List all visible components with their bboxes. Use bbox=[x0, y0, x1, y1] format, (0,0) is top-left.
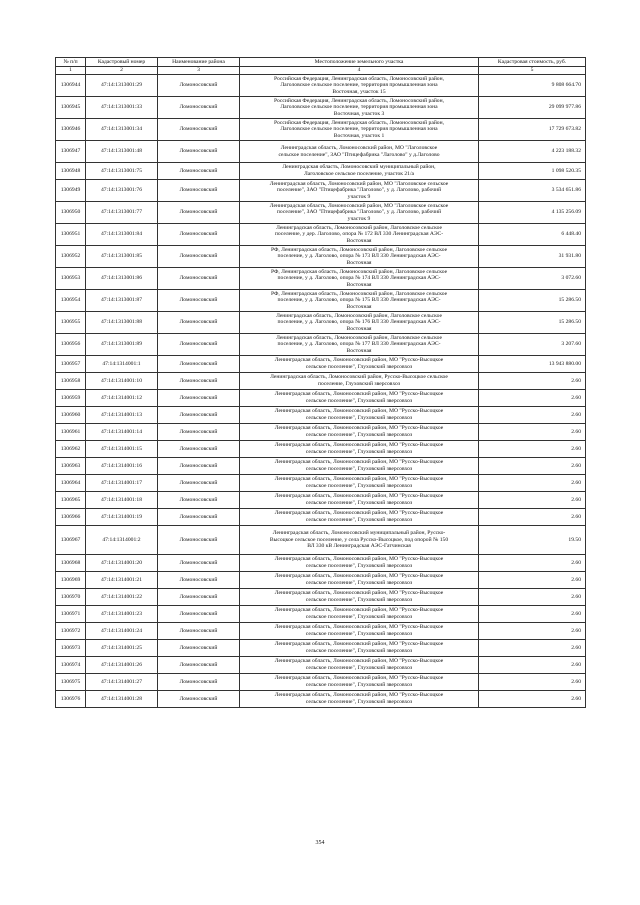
location-line: РФ, Ленинградская область, Ломоносовский район, Лаголовское сельское bbox=[270, 246, 448, 253]
cadastral-cost: 2.60 bbox=[479, 492, 586, 509]
cadastral-cost: 2.60 bbox=[479, 572, 586, 589]
cadastral-number: 47:14:1313001:33 bbox=[86, 97, 158, 119]
location-line: сельское поселение", Глуховский зверсовхоз bbox=[305, 415, 413, 421]
cadastral-cost: 2.60 bbox=[479, 691, 586, 708]
cadastral-number: 47:14:1314001:10 bbox=[86, 373, 158, 390]
cadastral-cost: 2.60 bbox=[479, 555, 586, 572]
cadastral-number: 47:14:1314001:18 bbox=[86, 492, 158, 509]
cadastral-number: 47:14:1313001:87 bbox=[86, 290, 158, 312]
district-name: Ломоносовский bbox=[158, 75, 240, 97]
district-name: Ломоносовский bbox=[158, 657, 240, 674]
cadastral-number: 47:14:1314001:22 bbox=[86, 589, 158, 606]
district-name: Ломоносовский bbox=[158, 424, 240, 441]
location-line: Ленинградская область, Ломоносовский район, МО "Русско-Высоцкое bbox=[274, 510, 444, 517]
location-line: Российская Федерация, Ленинградская область, Ломоносовский район, bbox=[273, 97, 445, 104]
row-number: 1306967 bbox=[56, 526, 86, 555]
cadastral-number: 47:14:1313001:76 bbox=[86, 180, 158, 202]
district-name: Ломоносовский bbox=[158, 555, 240, 572]
location-line: сельское поселение", Глуховский зверсовхоз bbox=[305, 580, 413, 586]
table-row bbox=[56, 674, 586, 691]
location-line: участок 9 bbox=[347, 215, 371, 222]
cadastral-cost: 13 943 880.00 bbox=[479, 356, 586, 373]
table-row bbox=[56, 202, 586, 224]
cadastral-number: 47:14:1313001:75 bbox=[86, 163, 158, 180]
location-cell bbox=[240, 141, 479, 163]
district-name: Ломоносовский bbox=[158, 290, 240, 312]
location-cell bbox=[240, 458, 479, 475]
header-district-name: Наименование района bbox=[158, 58, 240, 67]
location-cell bbox=[240, 606, 479, 623]
table-row bbox=[56, 373, 586, 390]
location-cell bbox=[240, 180, 479, 202]
location-line: сельское поселение", Глуховский зверсовхоз bbox=[305, 699, 413, 705]
district-name: Ломоносовский bbox=[158, 97, 240, 119]
table-row bbox=[56, 97, 586, 119]
cadastral-cost: 2.60 bbox=[479, 674, 586, 691]
table-row bbox=[56, 424, 586, 441]
cadastral-number: 47:14:1314001:27 bbox=[86, 674, 158, 691]
cadastral-cost: 2.60 bbox=[479, 606, 586, 623]
district-name: Ломоносовский bbox=[158, 674, 240, 691]
district-name: Ломоносовский bbox=[158, 163, 240, 180]
location-line: Восточная bbox=[346, 347, 372, 354]
cadastral-cost: 15 286.50 bbox=[479, 312, 586, 334]
table-row bbox=[56, 224, 586, 246]
cadastral-cost: 29 099 977.86 bbox=[479, 97, 586, 119]
cadastral-number: 47:14:1314001:13 bbox=[86, 407, 158, 424]
cadastral-number: 47:14:1313001:88 bbox=[86, 312, 158, 334]
location-line: Восточная, участок 15 bbox=[332, 88, 386, 95]
cadastral-number: 47:14:1314001:23 bbox=[86, 606, 158, 623]
cadastral-number: 47:14:1314001:15 bbox=[86, 441, 158, 458]
location-line: сельское поселение", Глуховский зверсовхоз bbox=[305, 665, 413, 671]
location-line: Ленинградская область, Ломоносовский район, МО "Русско-Высоцкое bbox=[274, 607, 444, 614]
table-row bbox=[56, 290, 586, 312]
table-row bbox=[56, 334, 586, 356]
location-line: сельское поселение", Глуховский зверсовхоз bbox=[305, 483, 413, 489]
location-line: Восточная bbox=[346, 303, 372, 310]
location-line: Ленинградская область, Ломоносовский муниципальный район, bbox=[282, 164, 436, 171]
row-number: 1306976 bbox=[56, 691, 86, 708]
location-cell bbox=[240, 407, 479, 424]
page-number: 354 bbox=[315, 840, 325, 846]
district-name: Ломоносовский bbox=[158, 390, 240, 407]
column-index: 4 bbox=[240, 67, 479, 75]
cadastral-cost: 4 135 256.09 bbox=[479, 202, 586, 224]
location-line: сельское поселение", Глуховский зверсовхоз bbox=[305, 682, 413, 688]
location-line: поселение", ЗАО "Птицефабрика "Лаголово", у д. Лаголово, рабочий bbox=[276, 209, 442, 216]
district-name: Ломоносовский bbox=[158, 458, 240, 475]
district-name: Ломоносовский bbox=[158, 224, 240, 246]
location-cell bbox=[240, 640, 479, 657]
row-number: 1306972 bbox=[56, 623, 86, 640]
cadastral-cost: 2.60 bbox=[479, 640, 586, 657]
district-name: Ломоносовский bbox=[158, 623, 240, 640]
table-row bbox=[56, 119, 586, 141]
location-line: Ленинградская область, Ломоносовский район, МО "Русско-Высоцкое bbox=[274, 692, 444, 699]
location-cell bbox=[240, 691, 479, 708]
cadastral-cost: 2.60 bbox=[479, 390, 586, 407]
district-name: Ломоносовский bbox=[158, 606, 240, 623]
location-cell bbox=[240, 290, 479, 312]
location-cell bbox=[240, 475, 479, 492]
table-row bbox=[56, 572, 586, 589]
row-number: 1306956 bbox=[56, 334, 86, 356]
location-line: сельское поселение", Глуховский зверсовхоз bbox=[305, 432, 413, 438]
district-name: Ломоносовский bbox=[158, 407, 240, 424]
table-row bbox=[56, 441, 586, 458]
location-line: Ленинградская область, Ломоносовский район, МО "Русско-Высоцкое bbox=[274, 408, 444, 415]
table-row bbox=[56, 589, 586, 606]
location-line: Ленинградская область, Ломоносовский район, МО "Русско-Высоцкое bbox=[274, 556, 444, 563]
row-number: 1306945 bbox=[56, 97, 86, 119]
location-line: участок 9 bbox=[347, 193, 371, 200]
location-line: поселение, у д. Лаголово, опора № 175 ВЛ 330 Ленинградская АЭС- bbox=[277, 297, 441, 304]
location-cell bbox=[240, 526, 479, 555]
row-number: 1306966 bbox=[56, 509, 86, 526]
row-number: 1306946 bbox=[56, 119, 86, 141]
location-line: сельское поселение", Глуховский зверсовхоз bbox=[305, 500, 413, 506]
cadastral-cost: 6 448.40 bbox=[479, 224, 586, 246]
location-line: Ленинградская область, Ломоносовский район, Лаголовское сельское bbox=[276, 334, 442, 341]
table-row bbox=[56, 312, 586, 334]
location-line: сельское поселение", Глуховский зверсовхоз bbox=[305, 648, 413, 654]
cadastral-number: 47:14:1314001:17 bbox=[86, 475, 158, 492]
table-row bbox=[56, 526, 586, 555]
cadastral-cost: 2.60 bbox=[479, 407, 586, 424]
location-line: поселение", ЗАО "Птицефабрика "Лаголово", у д. Лаголово, рабочий bbox=[276, 187, 442, 194]
location-cell bbox=[240, 674, 479, 691]
location-line: поселение, у д. Лаголово, опора № 173 ВЛ 330 Ленинградская АЭС- bbox=[277, 253, 441, 260]
table-row bbox=[56, 390, 586, 407]
location-cell bbox=[240, 356, 479, 373]
location-line: сельское поселение", Глуховский зверсовхоз bbox=[305, 364, 413, 370]
location-cell bbox=[240, 657, 479, 674]
table-row bbox=[56, 180, 586, 202]
cadastral-number: 47:14:1313001:85 bbox=[86, 246, 158, 268]
district-name: Ломоносовский bbox=[158, 441, 240, 458]
cadastral-cost: 9 808 664.70 bbox=[479, 75, 586, 97]
location-line: Ленинградская область, Ломоносовский район, МО "Русско-Высоцкое bbox=[274, 573, 444, 580]
header-cadastral-cost: Кадастровая стоимость, руб. bbox=[479, 58, 586, 67]
cadastral-number: 47:14:1314001:2 bbox=[86, 526, 158, 555]
district-name: Ломоносовский bbox=[158, 640, 240, 657]
location-line: Лаголовское сельское поселение, участок 21/а bbox=[303, 171, 415, 177]
cadastral-number: 47:14:1314001:1 bbox=[86, 356, 158, 373]
location-line: Ленинградская область, Ломоносовский район, МО "Русско-Высоцкое bbox=[274, 442, 444, 449]
table-row bbox=[56, 623, 586, 640]
location-line: РФ, Ленинградская область, Ломоносовский район, Лаголовское сельское bbox=[270, 268, 448, 275]
cadastral-cost: 4 223 188.32 bbox=[479, 141, 586, 163]
row-number: 1306973 bbox=[56, 640, 86, 657]
cadastral-cost: 2.60 bbox=[479, 509, 586, 526]
row-number: 1306944 bbox=[56, 75, 86, 97]
location-line: сельское поселение", Глуховский зверсовхоз bbox=[305, 449, 413, 455]
header-cadastral-number: Кадастровый номер bbox=[86, 58, 158, 67]
location-line: Ленинградская область, Ломоносовский район, МО "Лаголовское bbox=[280, 144, 438, 151]
location-line: поселение, у д. Лаголово, опора № 177 ВЛ 330 Ленинградская АЭС- bbox=[277, 341, 441, 348]
cadastral-number: 47:14:1313001:86 bbox=[86, 268, 158, 290]
location-line: Высоцкое сельское поселение, у села Русско-Высоцкое, под опорой № 150 bbox=[269, 536, 449, 543]
table-row bbox=[56, 657, 586, 674]
location-line: Ленинградская область, Ломоносовский район, МО "Русско-Высоцкое bbox=[274, 658, 444, 665]
location-line: Восточная bbox=[346, 281, 372, 288]
cadastral-cost: 2.60 bbox=[479, 657, 586, 674]
row-number: 1306948 bbox=[56, 163, 86, 180]
cadastral-number: 47:14:1314001:20 bbox=[86, 555, 158, 572]
location-line: Лаголовское сельское поселение, территория промышленная зона bbox=[280, 82, 438, 89]
location-cell bbox=[240, 390, 479, 407]
table-row bbox=[56, 509, 586, 526]
location-cell bbox=[240, 224, 479, 246]
cadastral-value-sheet bbox=[55, 57, 585, 708]
district-name: Ломоносовский bbox=[158, 373, 240, 390]
table-row bbox=[56, 458, 586, 475]
location-cell bbox=[240, 623, 479, 640]
table-row bbox=[56, 163, 586, 180]
row-number: 1306969 bbox=[56, 572, 86, 589]
row-number: 1306955 bbox=[56, 312, 86, 334]
row-number: 1306975 bbox=[56, 674, 86, 691]
row-number: 1306957 bbox=[56, 356, 86, 373]
row-number: 1306951 bbox=[56, 224, 86, 246]
location-line: сельское поселение", Глуховский зверсовхоз bbox=[305, 398, 413, 404]
location-line: Восточная bbox=[346, 259, 372, 266]
district-name: Ломоносовский bbox=[158, 141, 240, 163]
row-number: 1306974 bbox=[56, 657, 86, 674]
location-line: поселение, у дер. Лаголово, опора № 172 ВЛ 330 Ленинградская АЭС- bbox=[274, 231, 444, 238]
district-name: Ломоносовский bbox=[158, 475, 240, 492]
cadastral-table bbox=[55, 57, 586, 708]
location-line: Ленинградская область, Ломоносовский муниципальный район, Русско- bbox=[272, 530, 446, 537]
location-line: сельское поселение", Глуховский зверсовхоз bbox=[305, 466, 413, 472]
table-row bbox=[56, 268, 586, 290]
location-line: Ленинградская область, Ломоносовский район, МО "Русско-Высоцкое bbox=[274, 641, 444, 648]
column-index: 5 bbox=[479, 67, 586, 75]
table-row bbox=[56, 555, 586, 572]
table-row bbox=[56, 640, 586, 657]
location-line: Восточная bbox=[346, 325, 372, 332]
row-number: 1306970 bbox=[56, 589, 86, 606]
column-index: 1 bbox=[56, 67, 86, 75]
row-number: 1306961 bbox=[56, 424, 86, 441]
location-cell bbox=[240, 312, 479, 334]
district-name: Ломоносовский bbox=[158, 509, 240, 526]
location-line: Российская Федерация, Ленинградская область, Ломоносовский район, bbox=[273, 75, 445, 82]
district-name: Ломоносовский bbox=[158, 312, 240, 334]
location-line: сельское поселение", ЗАО "Птицефабрика "Лаголово" у д.Лаголово bbox=[278, 151, 440, 158]
row-number: 1306965 bbox=[56, 492, 86, 509]
location-line: Восточная, участок 3 bbox=[333, 110, 385, 117]
location-cell bbox=[240, 75, 479, 97]
location-line: Лаголовское сельское поселение, территория промышленная зона bbox=[280, 104, 438, 111]
district-name: Ломоносовский bbox=[158, 202, 240, 224]
row-number: 1306953 bbox=[56, 268, 86, 290]
location-line: РФ, Ленинградская область, Ломоносовский район, Лаголовское сельское bbox=[270, 290, 448, 297]
table-row bbox=[56, 75, 586, 97]
location-cell bbox=[240, 246, 479, 268]
location-line: Ленинградская область, Ломоносовский район, МО "Лаголовское сельское bbox=[269, 202, 449, 209]
location-line: сельское поселение", Глуховский зверсовхоз bbox=[305, 614, 413, 620]
cadastral-cost: 17 729 673.82 bbox=[479, 119, 586, 141]
table-body bbox=[56, 75, 586, 708]
location-line: Ленинградская область, Ломоносовский район, МО "Русско-Высоцкое bbox=[274, 476, 444, 483]
cadastral-number: 47:14:1314001:21 bbox=[86, 572, 158, 589]
district-name: Ломоносовский bbox=[158, 356, 240, 373]
location-line: Ленинградская область, Ломоносовский район, МО "Русско-Высоцкое bbox=[274, 357, 444, 364]
cadastral-cost: 2.60 bbox=[479, 475, 586, 492]
table-row bbox=[56, 141, 586, 163]
location-cell bbox=[240, 492, 479, 509]
district-name: Ломоносовский bbox=[158, 589, 240, 606]
cadastral-number: 47:14:1313001:29 bbox=[86, 75, 158, 97]
location-cell bbox=[240, 268, 479, 290]
table-row bbox=[56, 475, 586, 492]
location-line: Ленинградская область, Ломоносовский район, МО "Русско-Высоцкое bbox=[274, 391, 444, 398]
location-cell bbox=[240, 334, 479, 356]
row-number: 1306954 bbox=[56, 290, 86, 312]
cadastral-cost: 2.60 bbox=[479, 373, 586, 390]
cadastral-cost: 2.60 bbox=[479, 589, 586, 606]
district-name: Ломоносовский bbox=[158, 268, 240, 290]
table-row bbox=[56, 356, 586, 373]
location-line: сельское поселение", Глуховский зверсовхоз bbox=[305, 597, 413, 603]
location-line: Ленинградская область, Ломоносовский район, МО "Русско-Высоцкое bbox=[274, 459, 444, 466]
cadastral-number: 47:14:1314001:26 bbox=[86, 657, 158, 674]
table-row bbox=[56, 407, 586, 424]
cadastral-number: 47:14:1314001:19 bbox=[86, 509, 158, 526]
row-number: 1306968 bbox=[56, 555, 86, 572]
location-line: Ленинградская область, Ломоносовский район, Лаголовское сельское bbox=[276, 312, 442, 319]
row-number: 1306971 bbox=[56, 606, 86, 623]
row-number: 1306963 bbox=[56, 458, 86, 475]
row-number: 1306952 bbox=[56, 246, 86, 268]
location-line: поселение, у д. Лаголово, опора № 174 ВЛ 330 Ленинградская АЭС- bbox=[277, 275, 441, 282]
location-line: сельское поселение", Глуховский зверсовхоз bbox=[305, 517, 413, 523]
cadastral-cost: 3 534 651.86 bbox=[479, 180, 586, 202]
location-line: Ленинградская область, Ломоносовский район, Русско-Высоцкое сельское bbox=[270, 374, 448, 381]
location-line: поселение, Глуховский зверсовхоз bbox=[317, 381, 401, 387]
row-number: 1306959 bbox=[56, 390, 86, 407]
table-header-row bbox=[56, 58, 586, 67]
district-name: Ломоносовский bbox=[158, 526, 240, 555]
location-line: Восточная, участок 1 bbox=[333, 132, 385, 139]
table-row bbox=[56, 246, 586, 268]
location-line: сельское поселение", Глуховский зверсовхоз bbox=[305, 563, 413, 569]
location-line: Лаголовское сельское поселение, территория промышленная зона bbox=[280, 126, 438, 133]
row-number: 1306958 bbox=[56, 373, 86, 390]
cadastral-cost: 19.50 bbox=[479, 526, 586, 555]
location-cell bbox=[240, 424, 479, 441]
location-cell bbox=[240, 555, 479, 572]
cadastral-cost: 2.60 bbox=[479, 441, 586, 458]
district-name: Ломоносовский bbox=[158, 180, 240, 202]
district-name: Ломоносовский bbox=[158, 691, 240, 708]
location-line: Ленинградская область, Ломоносовский район, МО "Русско-Высоцкое bbox=[274, 425, 444, 432]
cadastral-cost: 2.60 bbox=[479, 424, 586, 441]
cadastral-number: 47:14:1313001:84 bbox=[86, 224, 158, 246]
location-line: сельское поселение", Глуховский зверсовхоз bbox=[305, 631, 413, 637]
row-number: 1306962 bbox=[56, 441, 86, 458]
header-number: № п/п bbox=[56, 58, 86, 67]
cadastral-cost: 15 286.50 bbox=[479, 290, 586, 312]
district-name: Ломоносовский bbox=[158, 334, 240, 356]
location-line: Ленинградская область, Ломоносовский район, МО "Русско-Высоцкое bbox=[274, 590, 444, 597]
cadastral-number: 47:14:1314001:25 bbox=[86, 640, 158, 657]
row-number: 1306964 bbox=[56, 475, 86, 492]
location-cell bbox=[240, 572, 479, 589]
table-column-index-row bbox=[56, 67, 586, 75]
location-line: Ленинградская область, Ломоносовский район, МО "Лаголовское сельское bbox=[269, 180, 449, 187]
cadastral-cost: 3 207.60 bbox=[479, 334, 586, 356]
cadastral-number: 47:14:1314001:12 bbox=[86, 390, 158, 407]
cadastral-number: 47:14:1313001:89 bbox=[86, 334, 158, 356]
row-number: 1306949 bbox=[56, 180, 86, 202]
location-line: Ленинградская область, Ломоносовский район, МО "Русско-Высоцкое bbox=[274, 493, 444, 500]
table-row bbox=[56, 691, 586, 708]
location-cell bbox=[240, 119, 479, 141]
cadastral-cost: 31 931.80 bbox=[479, 246, 586, 268]
column-index: 2 bbox=[86, 67, 158, 75]
location-cell bbox=[240, 589, 479, 606]
cadastral-number: 47:14:1314001:24 bbox=[86, 623, 158, 640]
cadastral-number: 47:14:1314001:28 bbox=[86, 691, 158, 708]
cadastral-number: 47:14:1313001:34 bbox=[86, 119, 158, 141]
table-row bbox=[56, 606, 586, 623]
cadastral-number: 47:14:1314001:16 bbox=[86, 458, 158, 475]
location-line: Восточная bbox=[346, 237, 372, 244]
row-number: 1306950 bbox=[56, 202, 86, 224]
cadastral-number: 47:14:1314001:14 bbox=[86, 424, 158, 441]
location-line: Ленинградская область, Ломоносовский район, Лаголовское сельское bbox=[276, 224, 442, 231]
district-name: Ломоносовский bbox=[158, 572, 240, 589]
district-name: Ломоносовский bbox=[158, 246, 240, 268]
table-row bbox=[56, 492, 586, 509]
location-line: поселение, у д. Лаголово, опора № 176 ВЛ 330 Ленинградская АЭС- bbox=[277, 319, 441, 326]
cadastral-cost: 2.60 bbox=[479, 458, 586, 475]
district-name: Ломоносовский bbox=[158, 119, 240, 141]
district-name: Ломоносовский bbox=[158, 492, 240, 509]
location-cell bbox=[240, 97, 479, 119]
location-line: Ленинградская область, Ломоносовский район, МО "Русско-Высоцкое bbox=[274, 624, 444, 631]
location-cell bbox=[240, 163, 479, 180]
location-line: Российская Федерация, Ленинградская область, Ломоносовский район, bbox=[273, 119, 445, 126]
location-cell bbox=[240, 202, 479, 224]
cadastral-cost: 2.60 bbox=[479, 623, 586, 640]
cadastral-number: 47:14:1313001:77 bbox=[86, 202, 158, 224]
location-cell bbox=[240, 509, 479, 526]
location-line: ВЛ 330 кВ Ленинградская АЭС-Гатчинская bbox=[307, 543, 411, 550]
location-cell bbox=[240, 441, 479, 458]
cadastral-cost: 1 098 520.35 bbox=[479, 163, 586, 180]
cadastral-cost: 3 072.60 bbox=[479, 268, 586, 290]
row-number: 1306947 bbox=[56, 141, 86, 163]
header-location: Местоположение земельного участка bbox=[240, 58, 479, 67]
location-line: Ленинградская область, Ломоносовский район, МО "Русско-Высоцкое bbox=[274, 675, 444, 682]
column-index: 3 bbox=[158, 67, 240, 75]
row-number: 1306960 bbox=[56, 407, 86, 424]
location-cell bbox=[240, 373, 479, 390]
cadastral-number: 47:14:1313001:48 bbox=[86, 141, 158, 163]
